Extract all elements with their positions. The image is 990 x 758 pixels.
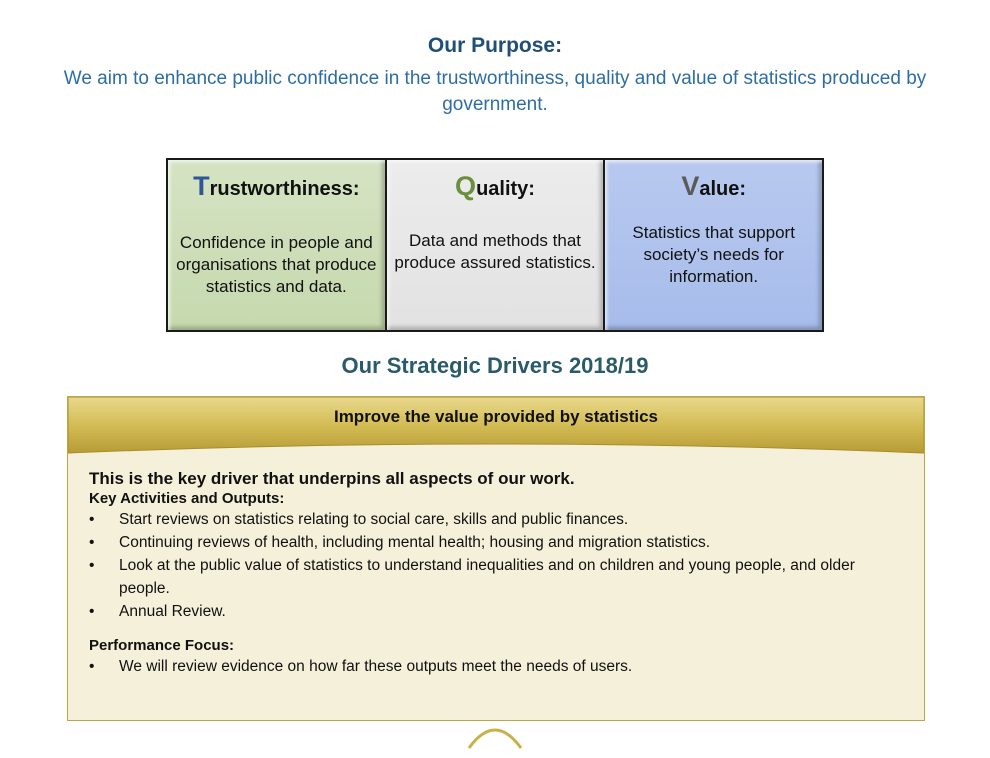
key-driver-statement: This is the key driver that underpins all aspects of our work. [89,469,575,488]
list-item-text: Start reviews on statistics relating to social care, skills and public finances. [119,511,629,528]
pillar-description: Data and methods that produce assured statistics. [394,231,596,272]
driver-panel [67,396,925,721]
pillar-heading [393,168,598,212]
pillar-heading [174,168,379,212]
pillar-description: Confidence in people and organisations that produce statistics and data. [176,233,377,296]
bullet-icon: • [89,658,95,675]
purpose-title: Our Purpose: [427,34,563,57]
pillar-description: Statistics that support society’s needs for information. [632,223,795,286]
bullet-icon: • [89,603,95,620]
bullet-icon: • [89,557,95,574]
list-item-text: Look at the public value of statistics to understand inequalities and on children and young people, and older people. [119,557,855,597]
pillar-initial: T [193,171,210,201]
pillar-initial: V [681,171,700,201]
pillar-heading [611,168,816,212]
driver-banner-label: Improve the value provided by statistics [333,407,659,426]
driver-banner [68,397,924,457]
activities-heading: Key Activities and Outputs: [89,490,285,507]
list-item [89,600,909,623]
pillar-quality [387,160,604,330]
list-item [89,554,909,600]
activities-list [89,508,909,623]
pillar-initial: Q [455,171,477,201]
pillar-heading-rest: uality: [476,178,535,200]
performance-focus-heading: Performance Focus: [89,637,235,654]
purpose-statement: We aim to enhance public confidence in the trustworthiness, quality and value of statistics produced by government. [63,68,927,115]
pillar-heading-rest: rustworthiness: [209,178,360,200]
pillars-table [166,158,824,332]
bullet-icon: • [89,511,95,528]
list-item [89,508,909,531]
list-item-text: Annual Review. [119,603,226,620]
pillar-heading-rest: alue: [699,178,747,200]
drivers-title: Our Strategic Drivers 2018/19 [341,353,649,378]
pillar-value [605,160,822,330]
next-section-arc-icon [465,718,525,758]
list-item-text: We will review evidence on how far these outputs meet the needs of users. [119,658,633,675]
list-item [89,655,909,678]
pillar-trustworthiness [168,160,385,330]
focus-list [89,655,909,678]
driver-content [89,469,909,678]
list-item-text: Continuing reviews of health, including mental health; housing and migration statistics. [119,534,711,551]
list-item [89,531,909,554]
bullet-icon: • [89,534,95,551]
